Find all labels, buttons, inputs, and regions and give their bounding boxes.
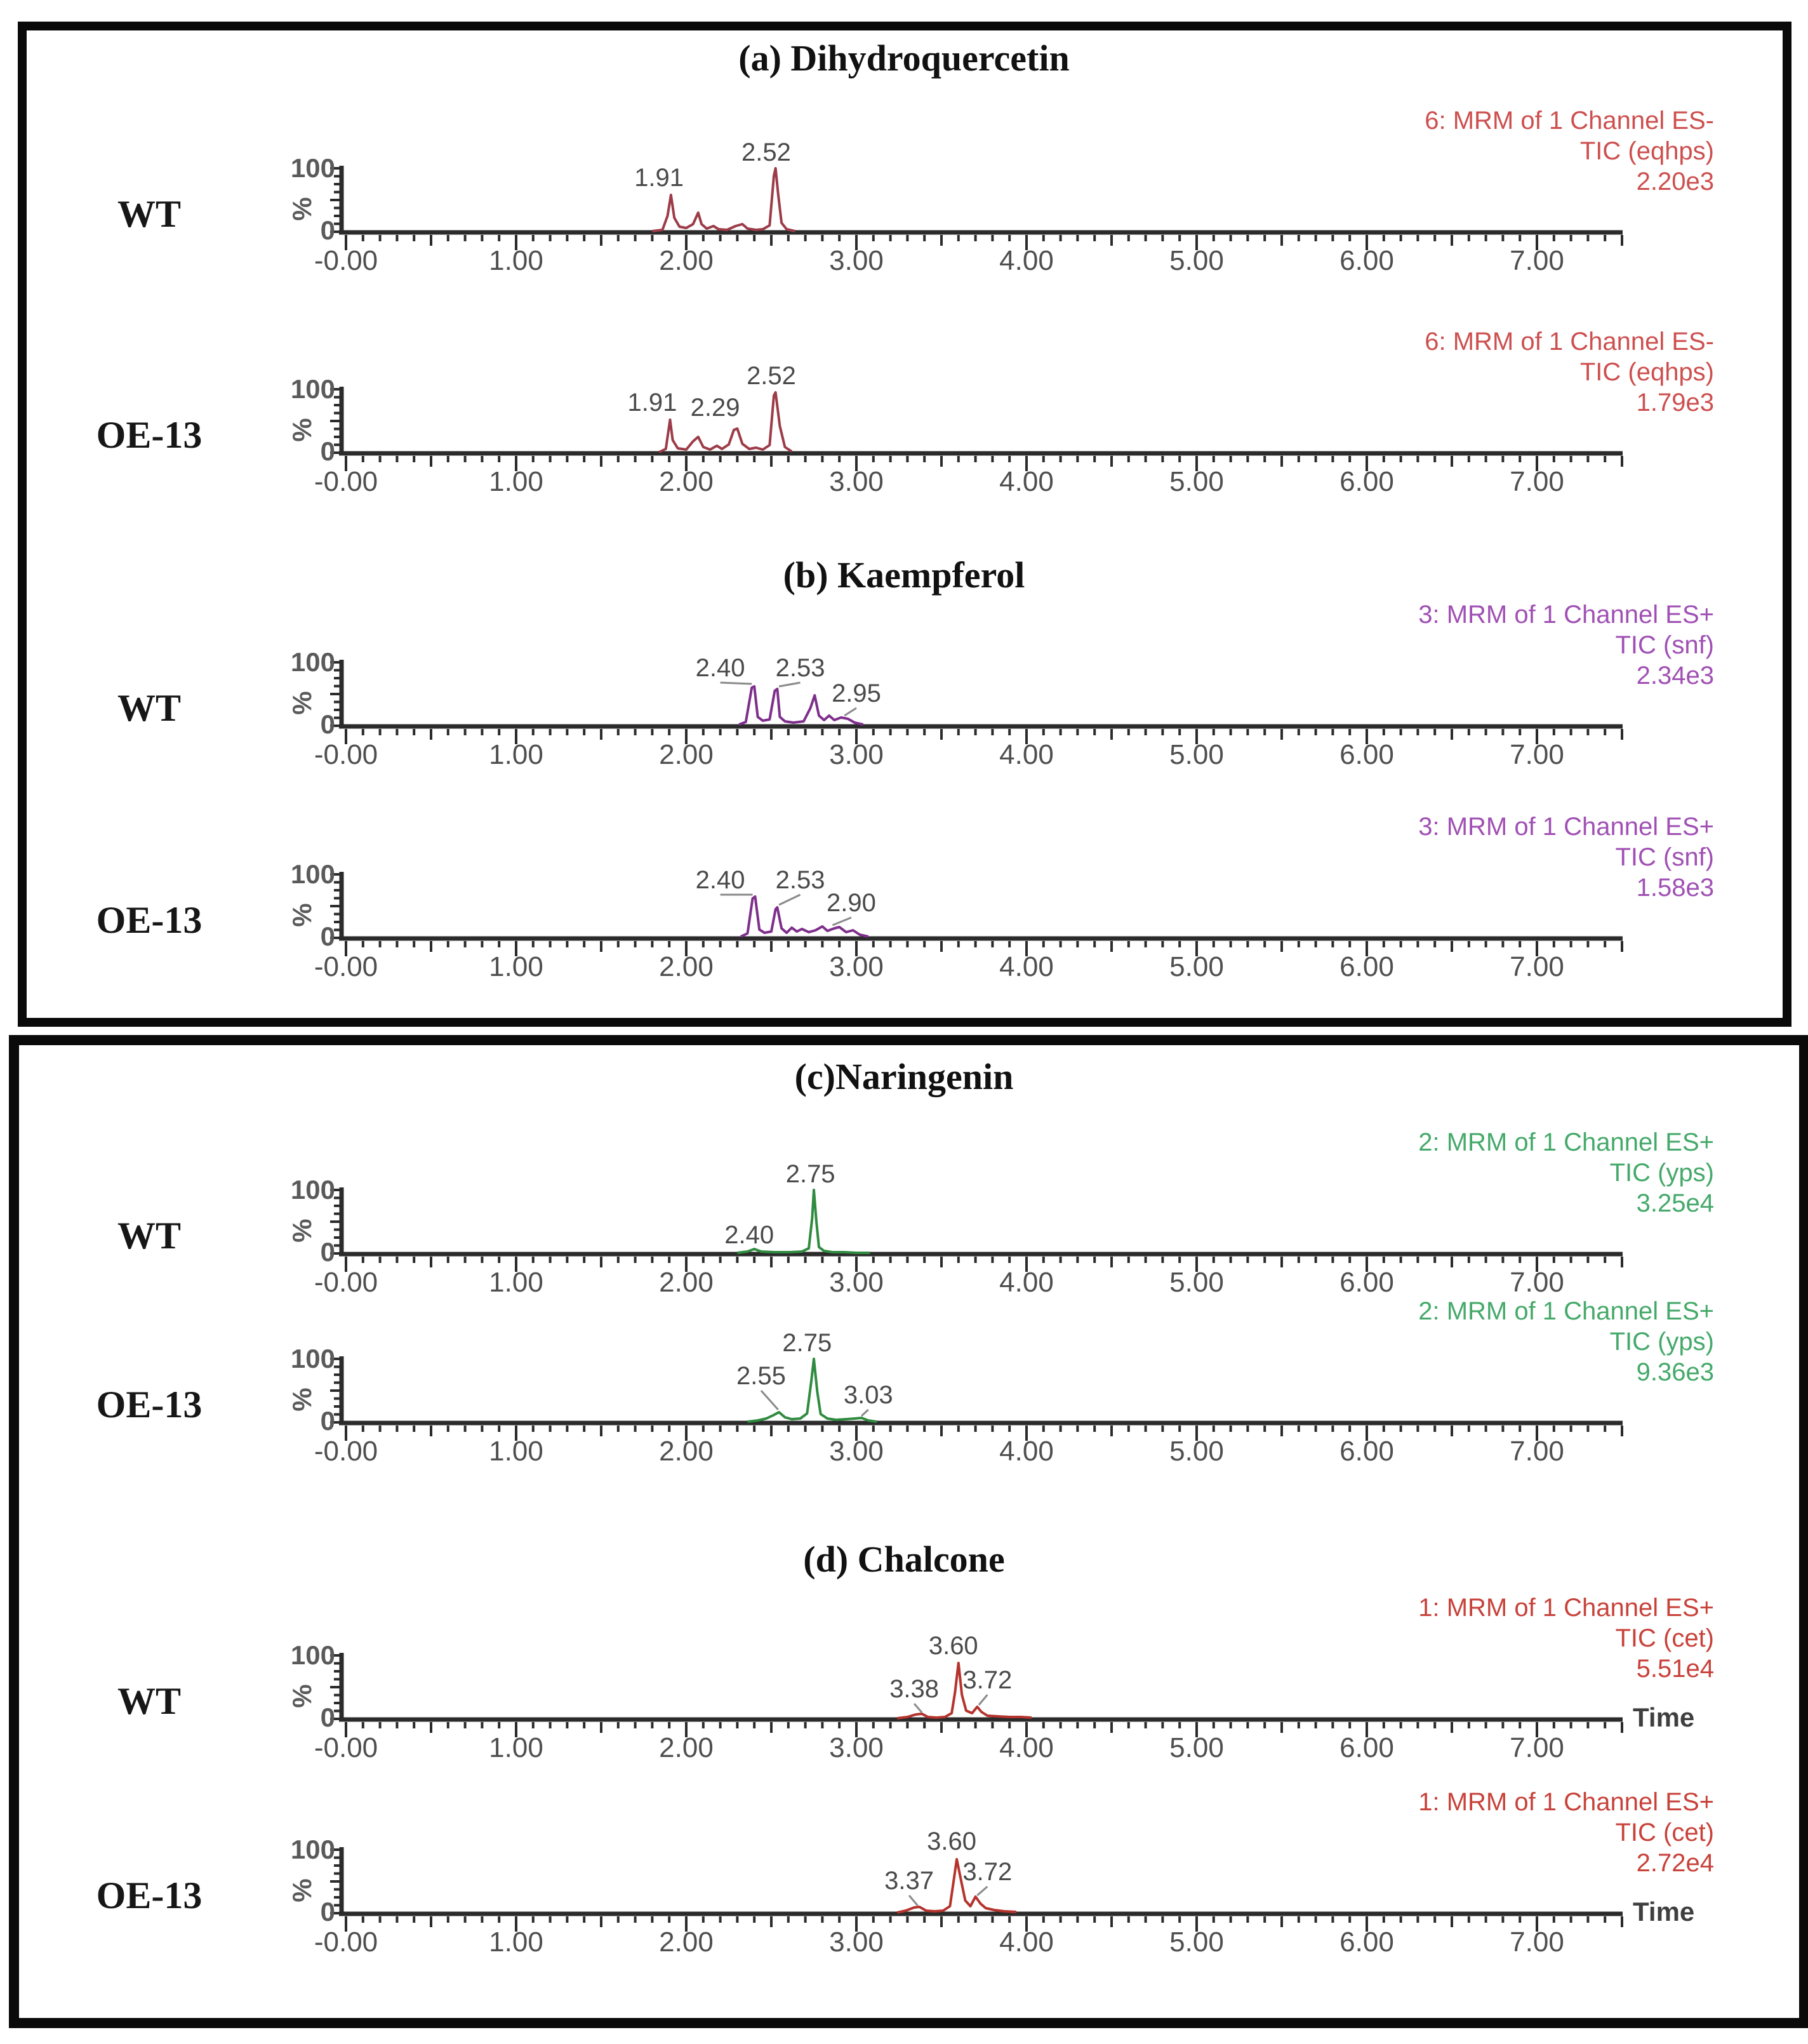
svg-text:100: 100 bbox=[290, 153, 335, 183]
x-tick-labels bbox=[314, 1436, 1564, 1467]
svg-text:3.72: 3.72 bbox=[962, 1858, 1013, 1886]
svg-text:Time: Time bbox=[1633, 1897, 1695, 1927]
svg-text:3.60: 3.60 bbox=[928, 1632, 978, 1660]
scan-annotation bbox=[1418, 813, 1714, 902]
svg-text:100: 100 bbox=[290, 1175, 335, 1205]
x-tick-labels bbox=[314, 245, 1564, 276]
svg-text:7.00: 7.00 bbox=[1510, 739, 1564, 770]
svg-text:2: MRM of 1 Channel ES+: 2: MRM of 1 Channel ES+ bbox=[1418, 1128, 1714, 1156]
axis bbox=[330, 1356, 1623, 1441]
y-axis-labels bbox=[287, 1344, 335, 1436]
svg-text:-0.00: -0.00 bbox=[314, 951, 378, 982]
chromatogram-c-oe13 bbox=[0, 1251, 1808, 1480]
svg-text:1.00: 1.00 bbox=[489, 1267, 543, 1298]
scan-annotation bbox=[1418, 1128, 1714, 1217]
svg-text:9.36e3: 9.36e3 bbox=[1636, 1358, 1714, 1386]
svg-text:3.00: 3.00 bbox=[829, 245, 884, 276]
svg-text:2.00: 2.00 bbox=[659, 951, 714, 982]
row-label-c-wt: WT bbox=[117, 1215, 182, 1257]
svg-text:%: % bbox=[287, 418, 317, 442]
scan-annotation bbox=[1418, 1297, 1714, 1386]
axis bbox=[330, 1653, 1623, 1737]
svg-text:6.00: 6.00 bbox=[1339, 1436, 1394, 1467]
axis bbox=[330, 660, 1623, 744]
svg-text:2.00: 2.00 bbox=[659, 1436, 714, 1467]
svg-text:-0.00: -0.00 bbox=[314, 739, 378, 770]
svg-text:1: MRM of 1 Channel ES+: 1: MRM of 1 Channel ES+ bbox=[1418, 1788, 1714, 1816]
peak-labels bbox=[627, 362, 795, 422]
svg-text:3: MRM of 1 Channel ES+: 3: MRM of 1 Channel ES+ bbox=[1418, 813, 1714, 841]
svg-text:3.72: 3.72 bbox=[962, 1666, 1013, 1694]
row-label-b-wt: WT bbox=[117, 687, 182, 729]
svg-text:100: 100 bbox=[290, 1834, 335, 1864]
svg-text:Time: Time bbox=[1633, 1702, 1695, 1732]
svg-text:3.00: 3.00 bbox=[829, 951, 884, 982]
time-axis-label bbox=[1633, 1897, 1694, 1927]
svg-text:5.00: 5.00 bbox=[1169, 951, 1224, 982]
svg-text:%: % bbox=[287, 1387, 317, 1412]
svg-text:2.40: 2.40 bbox=[695, 866, 745, 894]
svg-text:5.00: 5.00 bbox=[1169, 1927, 1224, 1958]
svg-text:-0.00: -0.00 bbox=[314, 1732, 378, 1763]
svg-text:7.00: 7.00 bbox=[1510, 1927, 1564, 1958]
row-label-a-oe13: OE-13 bbox=[96, 414, 203, 456]
y-axis-labels bbox=[287, 859, 335, 951]
svg-text:%: % bbox=[287, 197, 317, 221]
svg-text:2.72e4: 2.72e4 bbox=[1636, 1849, 1714, 1877]
peak-labels bbox=[889, 1632, 1012, 1713]
svg-text:-0.00: -0.00 bbox=[314, 1267, 378, 1298]
svg-text:6.00: 6.00 bbox=[1339, 245, 1394, 276]
svg-text:7.00: 7.00 bbox=[1510, 1436, 1564, 1467]
svg-text:0: 0 bbox=[320, 1237, 335, 1267]
svg-text:6.00: 6.00 bbox=[1339, 1267, 1394, 1298]
svg-text:-0.00: -0.00 bbox=[314, 245, 378, 276]
svg-text:3.38: 3.38 bbox=[889, 1675, 940, 1703]
scan-annotation bbox=[1425, 328, 1714, 417]
svg-text:6: MRM of 1 Channel ES-: 6: MRM of 1 Channel ES- bbox=[1425, 107, 1714, 135]
x-tick-labels bbox=[314, 951, 1564, 982]
svg-text:%: % bbox=[287, 903, 317, 927]
svg-text:0: 0 bbox=[320, 1897, 335, 1927]
svg-text:100: 100 bbox=[290, 1344, 335, 1373]
svg-text:4.00: 4.00 bbox=[999, 245, 1054, 276]
svg-text:TIC (snf): TIC (snf) bbox=[1615, 843, 1714, 871]
chromatogram-a-oe13 bbox=[0, 281, 1808, 510]
row-label-d-wt: WT bbox=[117, 1680, 182, 1722]
svg-text:2.52: 2.52 bbox=[747, 362, 796, 390]
svg-text:2.75: 2.75 bbox=[785, 1160, 835, 1188]
svg-text:4.00: 4.00 bbox=[999, 466, 1054, 497]
svg-text:5.00: 5.00 bbox=[1169, 739, 1224, 770]
svg-text:7.00: 7.00 bbox=[1510, 1732, 1564, 1763]
svg-text:-0.00: -0.00 bbox=[314, 466, 378, 497]
svg-text:2.00: 2.00 bbox=[659, 1267, 714, 1298]
svg-text:TIC (cet): TIC (cet) bbox=[1615, 1624, 1714, 1652]
x-tick-labels bbox=[314, 1927, 1564, 1958]
svg-text:100: 100 bbox=[290, 859, 335, 889]
svg-text:1.91: 1.91 bbox=[627, 389, 677, 417]
svg-text:1.00: 1.00 bbox=[489, 466, 543, 497]
svg-text:2.00: 2.00 bbox=[659, 245, 714, 276]
panel-title-c: (c)Naringenin bbox=[794, 1056, 1014, 1097]
svg-text:0: 0 bbox=[320, 215, 335, 245]
svg-text:%: % bbox=[287, 1684, 317, 1708]
peak-labels bbox=[696, 866, 876, 925]
svg-text:7.00: 7.00 bbox=[1510, 1267, 1564, 1298]
svg-text:4.00: 4.00 bbox=[999, 1267, 1054, 1298]
svg-text:6: MRM of 1 Channel ES-: 6: MRM of 1 Channel ES- bbox=[1425, 328, 1714, 356]
svg-text:6.00: 6.00 bbox=[1339, 1927, 1394, 1958]
svg-text:7.00: 7.00 bbox=[1510, 466, 1564, 497]
svg-text:4.00: 4.00 bbox=[999, 1927, 1054, 1958]
svg-text:100: 100 bbox=[290, 647, 335, 677]
svg-text:3.60: 3.60 bbox=[927, 1827, 977, 1855]
svg-text:1.58e3: 1.58e3 bbox=[1636, 874, 1714, 902]
svg-text:1.00: 1.00 bbox=[489, 1732, 543, 1763]
chromatogram-a-wt bbox=[0, 60, 1808, 289]
svg-text:3.00: 3.00 bbox=[829, 1436, 884, 1467]
svg-text:2.52: 2.52 bbox=[741, 138, 791, 166]
svg-text:TIC (eqhps): TIC (eqhps) bbox=[1579, 137, 1714, 165]
svg-text:1: MRM of 1 Channel ES+: 1: MRM of 1 Channel ES+ bbox=[1418, 1594, 1714, 1622]
svg-text:1.00: 1.00 bbox=[489, 1436, 543, 1467]
y-axis-labels bbox=[287, 153, 335, 245]
svg-text:2.53: 2.53 bbox=[775, 866, 825, 894]
svg-text:2.90: 2.90 bbox=[827, 889, 876, 917]
svg-text:4.00: 4.00 bbox=[999, 951, 1054, 982]
svg-text:TIC (yps): TIC (yps) bbox=[1609, 1328, 1714, 1356]
svg-text:2.55: 2.55 bbox=[736, 1362, 786, 1390]
svg-text:2.40: 2.40 bbox=[695, 654, 745, 682]
svg-text:3.00: 3.00 bbox=[829, 466, 884, 497]
svg-text:3.00: 3.00 bbox=[829, 1267, 884, 1298]
svg-text:-0.00: -0.00 bbox=[314, 1927, 378, 1958]
svg-text:4.00: 4.00 bbox=[999, 1732, 1054, 1763]
svg-text:1.00: 1.00 bbox=[489, 739, 543, 770]
svg-text:7.00: 7.00 bbox=[1510, 951, 1564, 982]
svg-text:2.53: 2.53 bbox=[775, 654, 825, 682]
svg-text:2.20e3: 2.20e3 bbox=[1636, 168, 1714, 196]
svg-text:5.51e4: 5.51e4 bbox=[1636, 1655, 1714, 1683]
scan-annotation bbox=[1418, 1788, 1714, 1877]
axis bbox=[330, 387, 1623, 471]
svg-text:3: MRM of 1 Channel ES+: 3: MRM of 1 Channel ES+ bbox=[1418, 601, 1714, 629]
svg-text:1.91: 1.91 bbox=[634, 164, 684, 192]
svg-text:0: 0 bbox=[320, 436, 335, 466]
svg-text:TIC (yps): TIC (yps) bbox=[1609, 1159, 1714, 1187]
svg-text:2.00: 2.00 bbox=[659, 1732, 714, 1763]
x-tick-labels bbox=[314, 466, 1564, 497]
svg-text:3.03: 3.03 bbox=[843, 1381, 893, 1409]
svg-text:2.00: 2.00 bbox=[659, 466, 714, 497]
peak-labels bbox=[696, 654, 881, 716]
svg-text:%: % bbox=[287, 1878, 317, 1902]
svg-text:1.79e3: 1.79e3 bbox=[1636, 389, 1714, 417]
svg-text:0: 0 bbox=[320, 1702, 335, 1732]
svg-text:%: % bbox=[287, 1219, 317, 1243]
svg-text:100: 100 bbox=[290, 1640, 335, 1670]
svg-text:5.00: 5.00 bbox=[1169, 466, 1224, 497]
scan-annotation bbox=[1425, 107, 1714, 196]
svg-text:-0.00: -0.00 bbox=[314, 1436, 378, 1467]
svg-text:%: % bbox=[287, 691, 317, 715]
svg-text:TIC (eqhps): TIC (eqhps) bbox=[1579, 358, 1714, 386]
svg-text:TIC (cet): TIC (cet) bbox=[1615, 1819, 1714, 1847]
chromatogram-b-wt bbox=[0, 554, 1808, 783]
svg-text:6.00: 6.00 bbox=[1339, 951, 1394, 982]
scan-annotation bbox=[1418, 1594, 1714, 1683]
svg-text:2.00: 2.00 bbox=[659, 1927, 714, 1958]
svg-text:5.00: 5.00 bbox=[1169, 1436, 1224, 1467]
axis bbox=[330, 166, 1623, 250]
row-label-b-oe13: OE-13 bbox=[96, 899, 203, 941]
panel-title-a: (a) Dihydroquercetin bbox=[738, 37, 1070, 79]
svg-text:7.00: 7.00 bbox=[1510, 245, 1564, 276]
svg-text:6.00: 6.00 bbox=[1339, 466, 1394, 497]
svg-text:2: MRM of 1 Channel ES+: 2: MRM of 1 Channel ES+ bbox=[1418, 1297, 1714, 1325]
y-axis-labels bbox=[287, 647, 335, 739]
svg-text:0: 0 bbox=[320, 709, 335, 739]
svg-text:1.00: 1.00 bbox=[489, 1927, 543, 1958]
svg-text:4.00: 4.00 bbox=[999, 739, 1054, 770]
svg-text:0: 0 bbox=[320, 921, 335, 951]
svg-text:3.37: 3.37 bbox=[884, 1867, 934, 1895]
panel-title-d: (d) Chalcone bbox=[803, 1539, 1005, 1580]
svg-text:3.00: 3.00 bbox=[829, 1927, 884, 1958]
panel-title-b: (b) Kaempferol bbox=[783, 554, 1025, 596]
row-label-a-wt: WT bbox=[117, 193, 182, 235]
svg-text:2.29: 2.29 bbox=[690, 394, 740, 422]
y-axis-labels bbox=[287, 1834, 335, 1927]
svg-text:2.34e3: 2.34e3 bbox=[1636, 662, 1714, 690]
svg-text:TIC (snf): TIC (snf) bbox=[1615, 631, 1714, 659]
svg-text:5.00: 5.00 bbox=[1169, 245, 1224, 276]
chromatogram-d-oe13 bbox=[0, 1742, 1808, 1970]
svg-text:6.00: 6.00 bbox=[1339, 739, 1394, 770]
row-label-c-oe13: OE-13 bbox=[96, 1384, 203, 1426]
svg-text:5.00: 5.00 bbox=[1169, 1732, 1224, 1763]
svg-text:0: 0 bbox=[320, 1406, 335, 1436]
svg-text:2.00: 2.00 bbox=[659, 739, 714, 770]
svg-text:1.00: 1.00 bbox=[489, 245, 543, 276]
peak-labels bbox=[884, 1827, 1012, 1906]
svg-text:3.00: 3.00 bbox=[829, 739, 884, 770]
svg-text:2.75: 2.75 bbox=[782, 1329, 832, 1357]
svg-text:2.95: 2.95 bbox=[832, 679, 881, 707]
svg-text:100: 100 bbox=[290, 374, 335, 404]
y-axis-labels bbox=[287, 1640, 335, 1732]
row-label-d-oe13: OE-13 bbox=[96, 1874, 203, 1916]
chromatogram-b-oe13 bbox=[0, 766, 1808, 995]
svg-text:1.00: 1.00 bbox=[489, 951, 543, 982]
y-axis-labels bbox=[287, 374, 335, 466]
axis bbox=[330, 872, 1623, 956]
svg-text:5.00: 5.00 bbox=[1169, 1267, 1224, 1298]
svg-text:6.00: 6.00 bbox=[1339, 1732, 1394, 1763]
svg-text:4.00: 4.00 bbox=[999, 1436, 1054, 1467]
peak-labels bbox=[634, 138, 791, 192]
scan-annotation bbox=[1418, 601, 1714, 690]
svg-text:3.25e4: 3.25e4 bbox=[1636, 1189, 1714, 1217]
svg-text:2.40: 2.40 bbox=[724, 1221, 774, 1249]
x-tick-labels bbox=[314, 739, 1564, 770]
time-axis-label bbox=[1633, 1702, 1694, 1732]
svg-text:3.00: 3.00 bbox=[829, 1732, 884, 1763]
